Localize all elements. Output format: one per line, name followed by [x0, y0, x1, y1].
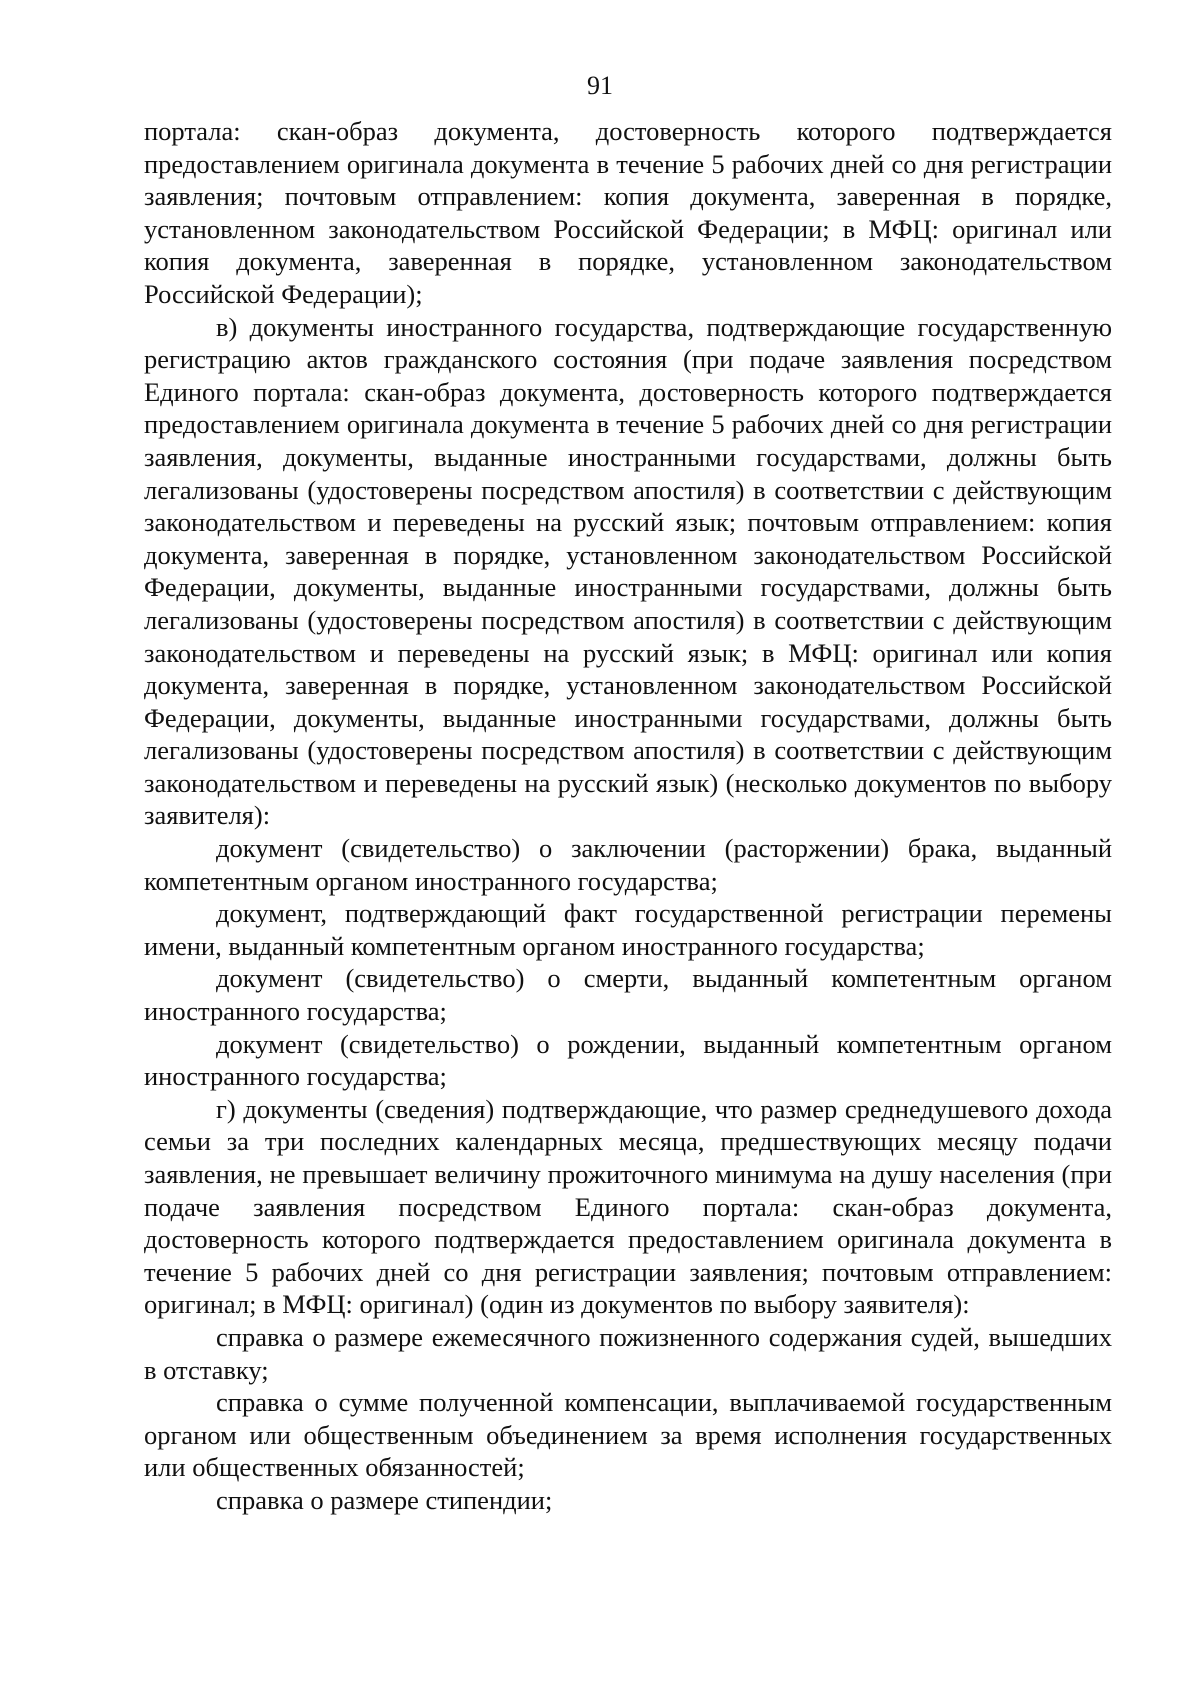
paragraph-death-document: документ (свидетельство) о смерти, выданный компетентным органом иностранного государства;: [144, 963, 1112, 1027]
paragraph-birth-document: документ (свидетельство) о рождении, выданный компетентным органом иностранного государства;: [144, 1028, 1112, 1092]
document-body: [144, 115, 1112, 1517]
paragraph-item-v: в) документы иностранного государства, подтверждающие государственную регистрацию актов гражданского состояния (при подаче заявления посредством Единого портала: скан-образ документа, достоверность которого подтверждается предоставлением оригинала документа в течение 5 рабочих дней со дня регистрации заявления, документы, выданные иностранными государствами, должны быть легализованы (удостоверены посредством апостиля) в соответствии с действующим законодательством и переведены на русский язык; почтовым отправлением: копия документа, заверенная в порядке, установленном законодательством Российской Федерации, документы, выданные иностранными государствами, должны быть легализованы (удостоверены посредством апостиля) в соответствии с действующим законодательством и переведены на русский язык; в МФЦ: оригинал или копия документа, заверенная в порядке, установленном законодательством Российской Федерации, документы, выданные иностранными государствами, должны быть легализованы (удостоверены посредством апостиля) в соответствии с действующим законодательством и переведены на русский язык) (несколько документов по выбору заявителя):: [144, 311, 1112, 831]
paragraph-judges-pension: справка о размере ежемесячного пожизненного содержания судей, вышедших в отставку;: [144, 1321, 1112, 1385]
page-number: 91: [587, 71, 613, 100]
paragraph-marriage-document: документ (свидетельство) о заключении (расторжении) брака, выданный компетентным органом иностранного государства;: [144, 833, 1112, 896]
paragraph-compensation: справка о сумме полученной компенсации, выплачиваемой государственным органом или общественным объединением за время исполнения государственных или общественных обязанностей;: [144, 1387, 1112, 1483]
paragraph-name-change-document: документ, подтверждающий факт государственной регистрации перемены имени, выданный компетентным органом иностранного государства;: [144, 898, 1112, 961]
paragraph-portal-continuation: портала: скан-образ документа, достоверность которого подтверждается предоставлением оригинала документа в течение 5 рабочих дней со дня регистрации заявления; почтовым отправлением: копия документа, заверенная в порядке, установленном законодательством Российской Федерации; в МФЦ: оригинал или копия документа, заверенная в порядке, установленном законодательством Российской Федерации);: [144, 116, 1112, 309]
paragraph-item-g: г) документы (сведения) подтверждающие, что размер среднедушевого дохода семьи за три последних календарных месяца, предшествующих месяцу подачи заявления, не превышает величину прожиточного минимума на душу населения (при подаче заявления посредством Единого портала: скан-образ документа, достоверность которого подтверждается предоставлением оригинала документа в течение 5 рабочих дней со дня регистрации заявления; почтовым отправлением: оригинал; в МФЦ: оригинал) (один из документов по выбору заявителя):: [144, 1093, 1112, 1320]
paragraph-stipend: справка о размере стипендии;: [216, 1484, 553, 1515]
